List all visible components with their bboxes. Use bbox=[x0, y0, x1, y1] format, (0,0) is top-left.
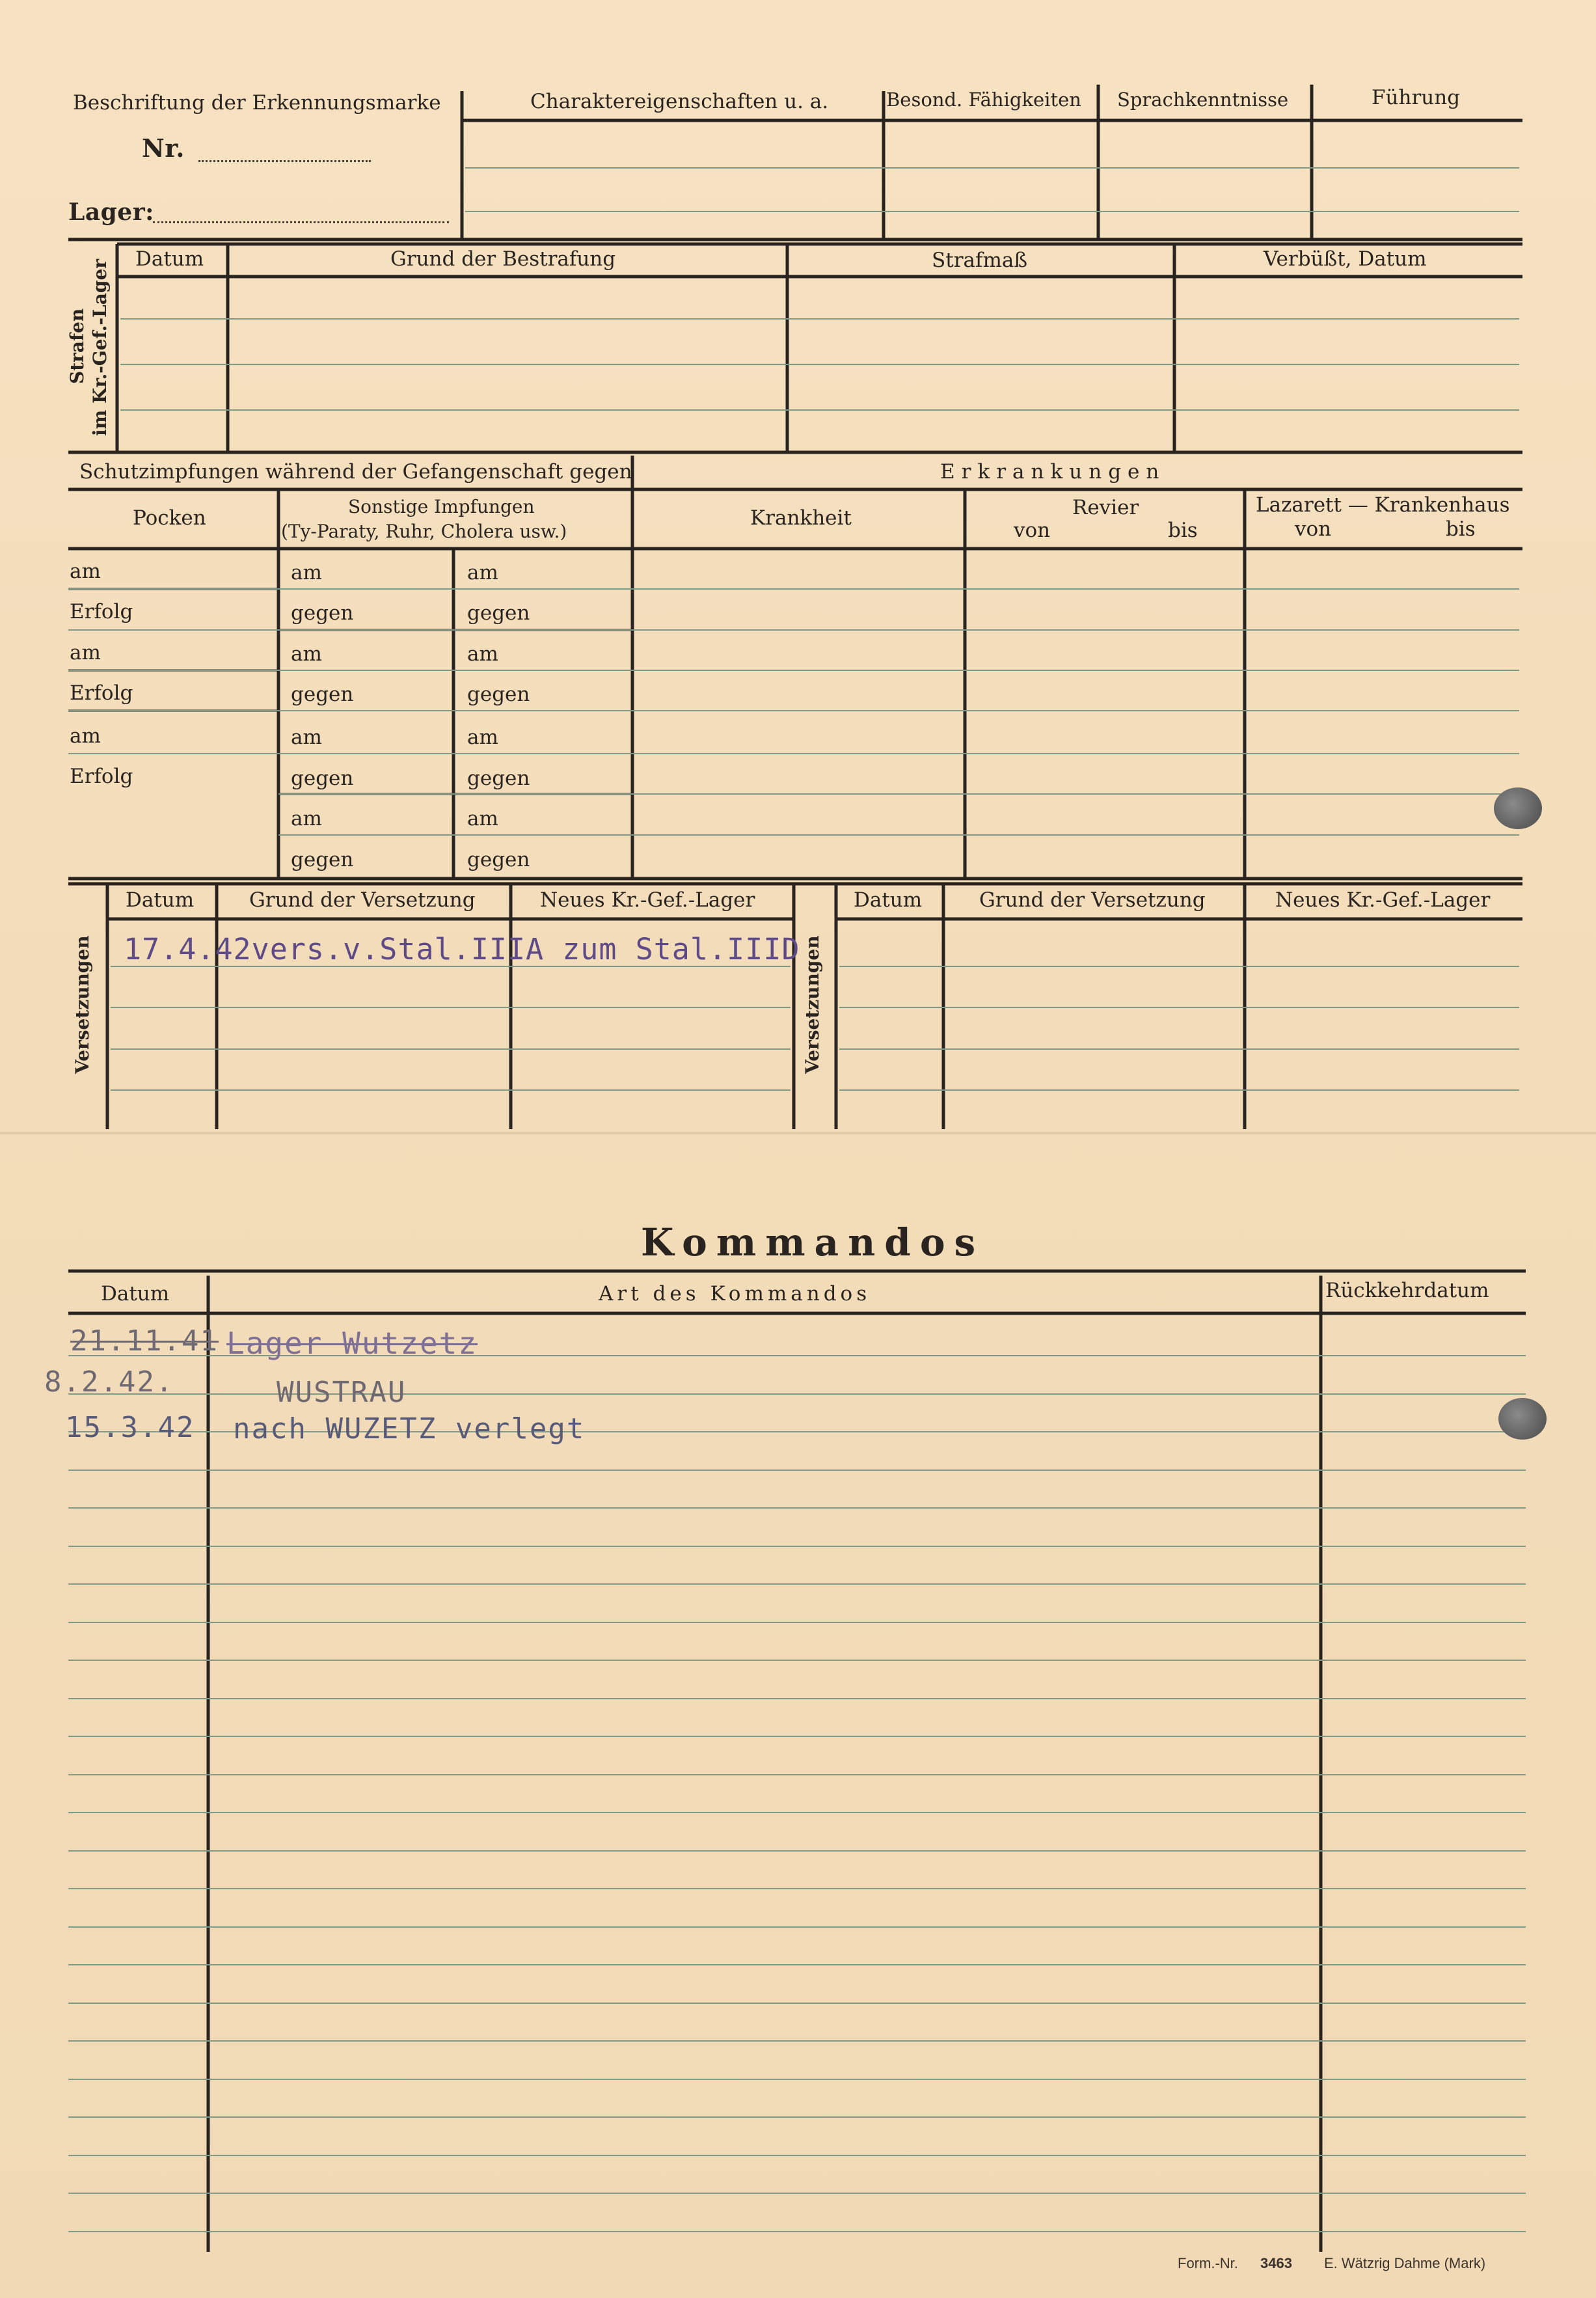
sonstige-row-7b: am bbox=[467, 807, 498, 830]
strafen-side-label-1: Strafen bbox=[66, 308, 88, 384]
versetzungen-right-col-datum: Datum bbox=[854, 888, 923, 912]
erkrankungen-col-krankheit: Krankheit bbox=[750, 506, 852, 530]
sonstige-row-5a: am bbox=[291, 726, 322, 749]
footer-form-nr: 3463 bbox=[1260, 2255, 1292, 2271]
versetzungen-left-col-lager: Neues Kr.-Gef.-Lager bbox=[540, 888, 755, 912]
sonstige-row-4a: gegen bbox=[291, 683, 354, 706]
sonstige-row-2b: gegen bbox=[467, 601, 530, 625]
punch-hole-lower bbox=[1498, 1398, 1547, 1440]
kommando-entry-2-art: WUSTRAU bbox=[277, 1376, 407, 1409]
erkrankungen-col-revier-von: von bbox=[1014, 519, 1051, 542]
kommandos-col-datum: Datum bbox=[101, 1282, 170, 1306]
versetzungen-side-label-right: Versetzungen bbox=[802, 935, 823, 1074]
sonstige-row-8b: gegen bbox=[467, 848, 530, 871]
impfungen-col-sonstige-1: Sonstige Impfungen bbox=[348, 496, 535, 517]
col-charakter-header: Charaktereigenschaften u. a. bbox=[530, 90, 829, 113]
sonstige-row-6b: gegen bbox=[467, 767, 530, 790]
punch-hole-upper bbox=[1494, 787, 1542, 829]
strafen-col-grund: Grund der Bestrafung bbox=[390, 247, 616, 271]
pocken-row-2: Erfolg bbox=[70, 600, 133, 623]
impfungen-title: Schutzimpfungen während der Gefangenschaft gegen bbox=[79, 460, 632, 484]
erkennungsmarke-label: Beschriftung der Erkennungsmarke bbox=[73, 91, 441, 115]
col-sprachen-header: Sprachkenntnisse bbox=[1117, 89, 1289, 111]
strafen-col-datum: Datum bbox=[135, 247, 204, 271]
lager-label: Lager: bbox=[68, 198, 154, 226]
pocken-row-4: Erfolg bbox=[70, 681, 133, 705]
erkrankungen-col-lazarett: Lazarett — Krankenhaus bbox=[1256, 493, 1510, 517]
sonstige-row-3a: am bbox=[291, 642, 322, 666]
kommando-entry-1-art: Lager Wutzetz bbox=[226, 1326, 478, 1361]
impfungen-col-sonstige-2: (Ty-Paraty, Ruhr, Cholera usw.) bbox=[281, 521, 567, 542]
strafen-col-verbuesst: Verbüßt, Datum bbox=[1264, 247, 1427, 271]
erkrankungen-title: Erkrankungen bbox=[940, 460, 1166, 484]
strafen-side-label-2: im Kr.-Gef.-Lager bbox=[89, 258, 111, 436]
nr-label: Nr. bbox=[142, 133, 185, 163]
kommando-entry-1-datum: 21.11.41 bbox=[70, 1324, 219, 1358]
kommando-entry-3-art: nach WUZETZ verlegt bbox=[233, 1412, 586, 1445]
pocken-row-6: Erfolg bbox=[70, 765, 133, 788]
versetzungen-right-col-lager: Neues Kr.-Gef.-Lager bbox=[1275, 888, 1491, 912]
sonstige-row-5b: am bbox=[467, 726, 498, 749]
sonstige-row-8a: gegen bbox=[291, 848, 354, 871]
sonstige-row-1a: am bbox=[291, 561, 322, 584]
footer-printer: E. Wätzrig Dahme (Mark) bbox=[1324, 2255, 1486, 2271]
erkrankungen-col-revier-bis: bis bbox=[1168, 519, 1198, 542]
impfungen-col-pocken: Pocken bbox=[133, 506, 206, 530]
versetzungen-right-col-grund: Grund der Versetzung bbox=[979, 888, 1206, 912]
kommando-entry-3-datum: 15.3.42 bbox=[65, 1411, 195, 1444]
pocken-row-3: am bbox=[70, 641, 101, 664]
sonstige-row-6a: gegen bbox=[291, 767, 354, 790]
versetzungen-left-col-datum: Datum bbox=[126, 888, 195, 912]
versetzung-entry-stamp: 17.4.42vers.v.Stal.IIIA zum Stal.IIID bbox=[124, 932, 800, 966]
erkrankungen-col-lazarett-bis: bis bbox=[1446, 517, 1476, 541]
kommandos-title: Kommandos bbox=[641, 1220, 985, 1265]
pocken-row-5: am bbox=[70, 724, 101, 748]
kommandos-col-rueckkehr: Rückkehrdatum bbox=[1325, 1279, 1489, 1302]
strafen-col-strafmass: Strafmaß bbox=[932, 249, 1028, 272]
col-faehigkeiten-header: Besond. Fähigkeiten bbox=[886, 89, 1081, 111]
pocken-row-1: am bbox=[70, 560, 101, 583]
col-fuehrung-header: Führung bbox=[1372, 86, 1461, 109]
erkrankungen-col-lazarett-von: von bbox=[1295, 517, 1332, 541]
versetzungen-side-label-left: Versetzungen bbox=[72, 935, 93, 1074]
kommando-entry-2-datum: 8.2.42. bbox=[44, 1365, 174, 1399]
sonstige-row-1b: am bbox=[467, 561, 498, 584]
footer-form-nr-label: Form.-Nr. bbox=[1178, 2255, 1238, 2271]
nr-field[interactable] bbox=[198, 135, 371, 162]
erkrankungen-col-revier: Revier bbox=[1072, 496, 1139, 519]
versetzungen-left-col-grund: Grund der Versetzung bbox=[249, 888, 476, 912]
sonstige-row-2a: gegen bbox=[291, 601, 354, 625]
lager-field[interactable] bbox=[153, 208, 449, 223]
sonstige-row-7a: am bbox=[291, 807, 322, 830]
sonstige-row-3b: am bbox=[467, 642, 498, 666]
sonstige-row-4b: gegen bbox=[467, 683, 530, 706]
kommandos-col-art: Art des Kommandos bbox=[599, 1282, 871, 1306]
